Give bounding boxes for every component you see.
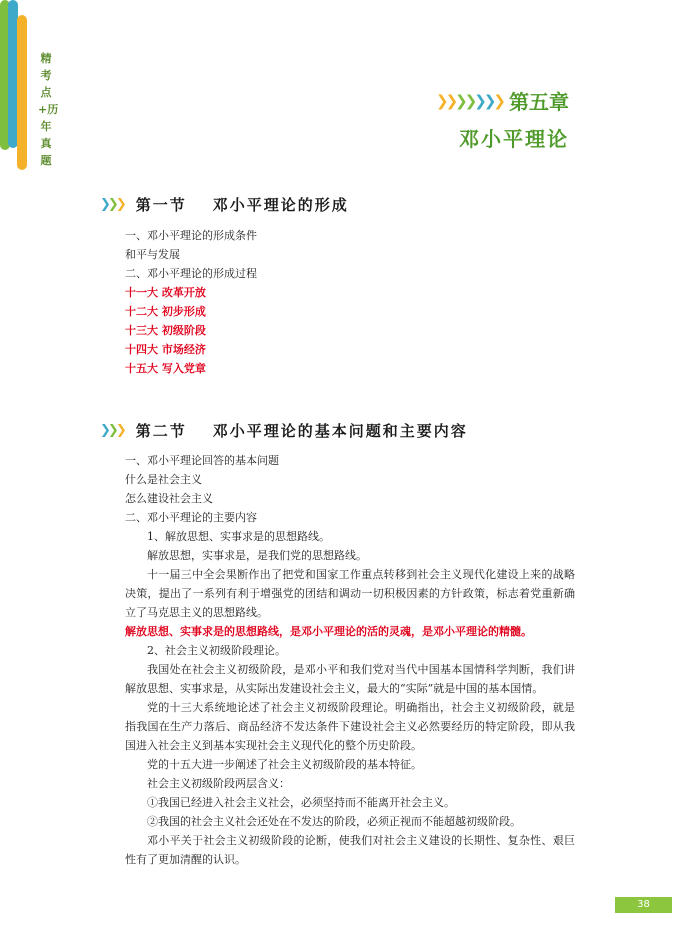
text-line: 什么是社会主义 <box>125 473 202 486</box>
text-line: 十二大 初步形成 <box>125 305 206 318</box>
side-label: 精考点+历年真题 <box>38 52 59 167</box>
chevron-icon: ❯❯❯ <box>100 197 124 212</box>
text-line: 邓小平关于社会主义初级阶段的论断，使我们对社会主义建设的长期性、复杂性、艰巨性有了更加清醒的认识。 <box>125 834 575 866</box>
text-line: 党的十五大进一步阐述了社会主义初级阶段的基本特征。 <box>147 758 422 771</box>
text-line: 和平与发展 <box>125 248 180 261</box>
text-line: 二、邓小平理论的形成过程 <box>125 267 257 280</box>
chevron-icon: ❯❯❯ <box>100 423 124 438</box>
section-2-body <box>125 451 575 869</box>
text-line: ②我国的社会主义社会还处在不发达的阶段，必须正视而不能超越初级阶段。 <box>147 815 521 828</box>
text-line: 十一大 改革开放 <box>125 286 206 299</box>
section-number: 第二节 <box>135 422 187 440</box>
text-line: 解放思想、实事求是的思想路线，是邓小平理论的活的灵魂，是邓小平理论的精髓。 <box>125 625 532 638</box>
section-2-title <box>100 420 468 441</box>
text-line: 解放思想，实事求是，是我们党的思想路线。 <box>147 549 367 562</box>
text-line: 十一届三中全会果断作出了把党和国家工作重点转移到社会主义现代化建设上来的战略决策，提出了一系列有利于增强党的团结和调动一切积极因素的方针政策，标志着党重新确立了马克思主义的思想路线。 <box>125 568 575 619</box>
section-heading: 邓小平理论的基本问题和主要内容 <box>212 422 468 440</box>
section-number: 第一节 <box>135 196 187 214</box>
chapter-title: 邓小平理论 <box>459 127 569 151</box>
chapter-number: 第五章 <box>509 90 569 114</box>
text-line: 我国处在社会主义初级阶段，是邓小平和我们党对当代中国基本国情科学判断，我们讲解放思想、实事求是，从实际出发建设社会主义，最大的“实际”就是中国的基本国情。 <box>125 663 575 695</box>
text-line: 十五大 写入党章 <box>125 362 206 375</box>
text-line: 十三大 初级阶段 <box>125 324 206 337</box>
text-line: 社会主义初级阶段两层含义： <box>147 777 290 790</box>
section-heading: 邓小平理论的形成 <box>212 196 349 214</box>
text-line: 怎么建设社会主义 <box>125 492 213 505</box>
section-1-title <box>100 194 349 215</box>
text-line: 一、邓小平理论的形成条件 <box>125 229 257 242</box>
text-line: 1、解放思想、实事求是的思想路线。 <box>147 530 330 543</box>
section-1-body <box>125 226 575 378</box>
text-line: 一、邓小平理论回答的基本问题 <box>125 454 279 467</box>
text-line: 2、社会主义初级阶段理论。 <box>147 644 286 657</box>
page-number: 38 <box>615 897 672 913</box>
chevron-icon: ❯❯❯❯❯❯❯ <box>436 91 503 110</box>
text-line: 十四大 市场经济 <box>125 343 206 356</box>
text-line: ①我国已经进入社会主义社会，必须坚持而不能离开社会主义。 <box>147 796 455 809</box>
text-line: 党的十三大系统地论述了社会主义初级阶段理论。明确指出，社会主义初级阶段，就是指我国在生产力落后、商品经济不发达条件下建设社会主义必然要经历的特定阶段，即从我国进入社会主义到基本实现社会主义现代化的整个历史阶段。 <box>125 701 575 752</box>
text-line: 二、邓小平理论的主要内容 <box>125 511 257 524</box>
side-tab-bars <box>0 0 40 180</box>
chapter-header <box>436 86 569 152</box>
